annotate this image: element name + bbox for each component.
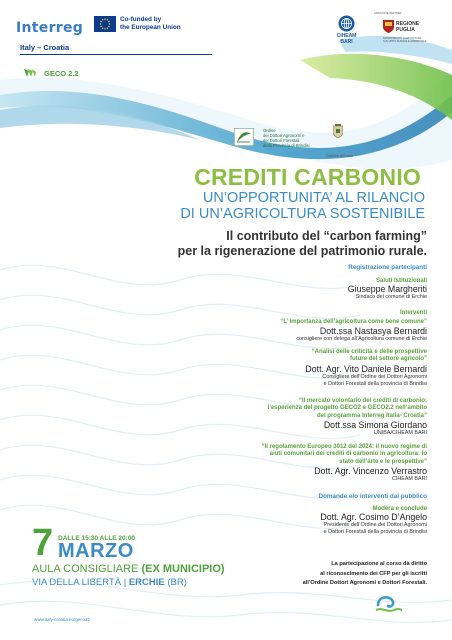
region-department: DIPARTIMENTO AGRICOLTURA SVILUPPO RURALE E AMBIENTALE [383,37,427,43]
puglia-crest-icon [383,19,394,33]
main-title: CREDITI CARBONIO [194,164,421,190]
talk-4: “Il regolamento Europeo 3012 del 2024: il nuovo regime di aiuti comunitari dei crediti di carbonio in agricoltura: lo stato dell’arte e le prospettive” Dott. Agr. Vincenzo Verrastro CIHEAM BARI [261,444,427,482]
event-time: DALLE 15:30 ALLE 20:00 [58,535,136,542]
project-name: GECO 2.2 [44,69,79,78]
interreg-logo: Interreg [16,20,84,36]
subtitle: UN’OPPORTUNITA’ AL RILANCIO DI UN’AGRICOLTURA SOSTENIBILE [180,190,425,222]
event-venue: AULA CONSIGLIARE (EX MUNICIPIO) [32,563,225,575]
cfp-credits-note: La partecipazione al corso dà diritto al riconoscimento dei CFP per gli iscritti all’Ordine Dottori Agronomi e Dottori Forestali. [302,561,427,586]
odaf-logo-icon [234,128,254,146]
moderator-block: Modera e conclude Dott. Agr. Cosimo D’Angelo Presidente dell’Ordine dei Dottori Agronomi e Dottori Forestali della provincia di Brindisi [320,506,427,535]
eu-flag-icon [94,16,116,32]
cofunded-label: Co-funded by the European Union [120,16,181,31]
program-name: Italy – Croatia [20,43,70,52]
event-address: VIA DELLA LIBERTÀ | ERCHIE (BR) [32,577,187,588]
ciheam-logo-icon [338,15,355,32]
geco-wave-logo-icon [376,593,402,615]
odaf-name: Ordine dei Dottori Agronomi e dei Dottori Forestali della Provincia di Brindisi [263,128,310,148]
talk-2: “Analisi delle criticità e delle prospettive future del settore agricolo” Dott. Agr. Vito Daniele Bernardi Consigliere dell’Ordine dei Dottori Agronomi e Dottori Forestali della provincia di Brindisi [305,349,427,387]
interventi-heading: Interventi [399,310,427,316]
project-website-link[interactable]: www.italy-croatia.eu/geco22 [34,617,91,622]
event-theme: Il contributo del “carbon farming” per la rigenerazione del patrimonio rurale. [177,229,427,258]
event-month: MARZO [58,540,134,562]
event-day: 7 [32,522,54,564]
erchie-label: Comune di Erchie [326,154,353,158]
region-name: REGIONE PUGLIA [396,21,420,33]
associate-partner-label: ASSOCIATE PARTNER [374,12,402,15]
registration-heading: Registrazione partecipanti [348,264,427,271]
ciheam-label: CIHEAM BARI [336,33,357,45]
greetings-block: Saluti Istituzionali Giuseppe Margheriti Sindaco del comune di Erchie [347,278,427,300]
questions-heading: Domande e/o interventi dal pubblico [318,493,427,500]
header-divider [20,54,212,55]
erchie-crest-icon [333,124,343,138]
geco-leaf-icon [24,69,36,77]
talk-3: “Il mercato volontario dei crediti di carbonio: l’esperienza del progetto GECO2 e GECO2.2 nell’ambito del programma Interreg Italia- Croatia” Dott.ssa Simona Giordano UNIBA/CIHEAM BARI [267,398,427,436]
talk-1: “L’ importanza dell’agricoltura come bene comune” Dott.ssa Nastasya Bernardi consigliere con delega all’Agricoltura comune di Erchie [280,319,427,343]
